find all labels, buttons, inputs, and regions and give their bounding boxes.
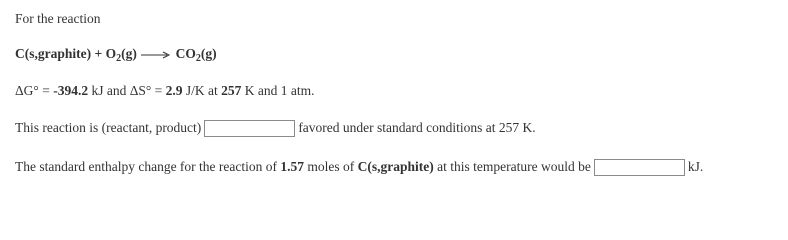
reactant-oxygen: $O_2(g)$ — [105, 46, 137, 64]
product-carbon-dioxide: $CO_2(g)$ — [175, 46, 217, 64]
question2-after: at this temperature would be — [433, 159, 591, 174]
delta-g-symbol: ΔG° = — [15, 83, 54, 98]
delta-s-symbol: ΔS° = — [129, 83, 166, 98]
question-favored — [15, 119, 536, 137]
enthalpy-unit: kJ. — [687, 159, 704, 174]
conditions-text: K and 1 atm. — [241, 83, 315, 98]
enthalpy-answer-input[interactable] — [594, 159, 685, 176]
question-enthalpy — [15, 158, 703, 176]
question2-middle: moles of — [304, 159, 358, 174]
delta-s-unit: J/K at — [182, 83, 222, 98]
delta-g-value: -394.2 — [53, 83, 89, 98]
delta-s-value: 2.9 — [165, 83, 183, 98]
delta-g-unit: kJ and — [88, 83, 130, 98]
moles-value: 1.57 — [280, 159, 305, 174]
thermo-data — [15, 82, 315, 100]
intro-text — [15, 10, 100, 28]
chemical-equation — [15, 45, 217, 63]
plus-sign: + — [94, 46, 103, 61]
question1-prefix: This reaction is (reactant, product) — [15, 120, 202, 135]
substance-name: C(s,graphite) — [357, 159, 434, 174]
question1-suffix: favored under standard conditions at 257 K. — [298, 120, 536, 135]
reactant-graphite: C(s,graphite) — [15, 46, 92, 61]
right-arrow-icon — [141, 50, 171, 60]
favored-answer-input[interactable] — [204, 120, 295, 137]
intro-label: For the reaction — [15, 11, 101, 26]
temperature-value: 257 — [221, 83, 242, 98]
question2-prefix: The standard enthalpy change for the reaction of — [15, 159, 281, 174]
